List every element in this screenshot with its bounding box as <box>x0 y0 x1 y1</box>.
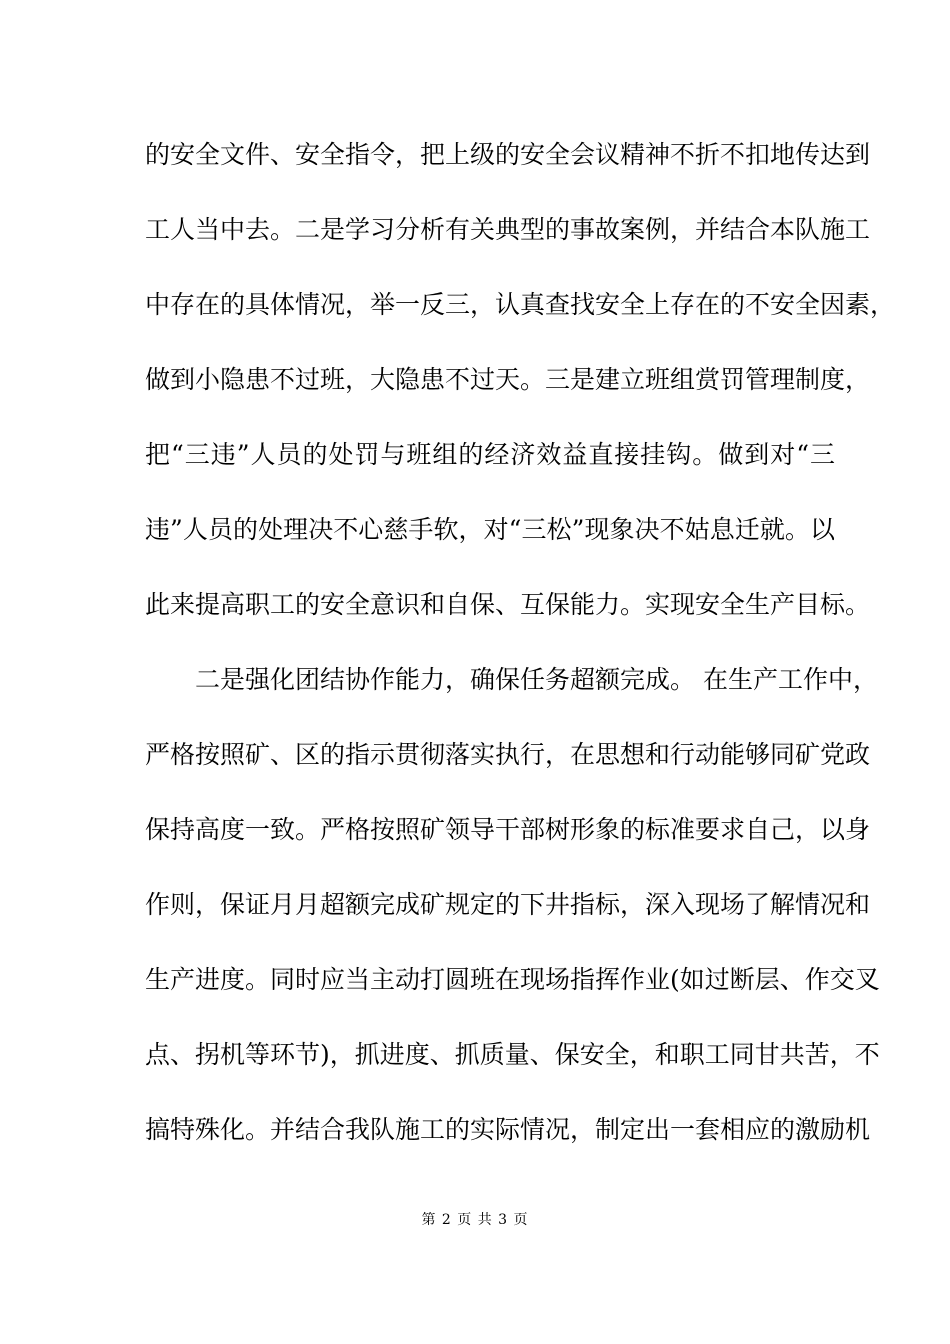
text-line-9: 严格按照矿、区的指示贯彻落实执行，在思想和行动能够同矿党政 <box>145 740 871 769</box>
text-line-6: 违”人员的处理决不心慈手软，对“三松”现象决不姑息迁就。以 <box>145 515 835 544</box>
text-line-4: 做到小隐患不过班，大隐患不过天。三是建立班组赏罚管理制度， <box>145 365 871 394</box>
text-line-3: 中存在的具体情况，举一反三，认真查找安全上存在的不安全因素， <box>145 290 896 319</box>
text-line-13: 点、拐机等环节)，抓进度、抓质量、保安全，和职工同甘共苦，不 <box>145 1040 880 1069</box>
text-line-12: 生产进度。同时应当主动打圆班在现场指挥作业(如过断层、作交叉 <box>145 965 880 994</box>
text-line-10: 保持高度一致。严格按照矿领导干部树形象的标准要求自己，以身 <box>145 815 871 844</box>
text-line-8-paragraph-start: 二是强化团结协作能力，确保任务超额完成。 在生产工作中， <box>195 665 878 694</box>
text-line-5: 把“三违”人员的处罚与班组的经济效益直接挂钩。做到对“三 <box>145 440 835 469</box>
text-line-11: 作则，保证月月超额完成矿规定的下井指标，深入现场了解情况和 <box>145 890 871 919</box>
text-line-2: 工人当中去。二是学习分析有关典型的事故案例，并结合本队施工 <box>145 215 871 244</box>
text-line-1: 的安全文件、安全指令，把上级的安全会议精神不折不扣地传达到 <box>145 140 871 169</box>
text-line-14: 搞特殊化。并结合我队施工的实际情况，制定出一套相应的激励机 <box>145 1115 871 1144</box>
page-number-footer: 第 2 页 共 3 页 <box>421 1212 529 1228</box>
text-line-7: 此来提高职工的安全意识和自保、互保能力。实现安全生产目标。 <box>145 590 871 619</box>
